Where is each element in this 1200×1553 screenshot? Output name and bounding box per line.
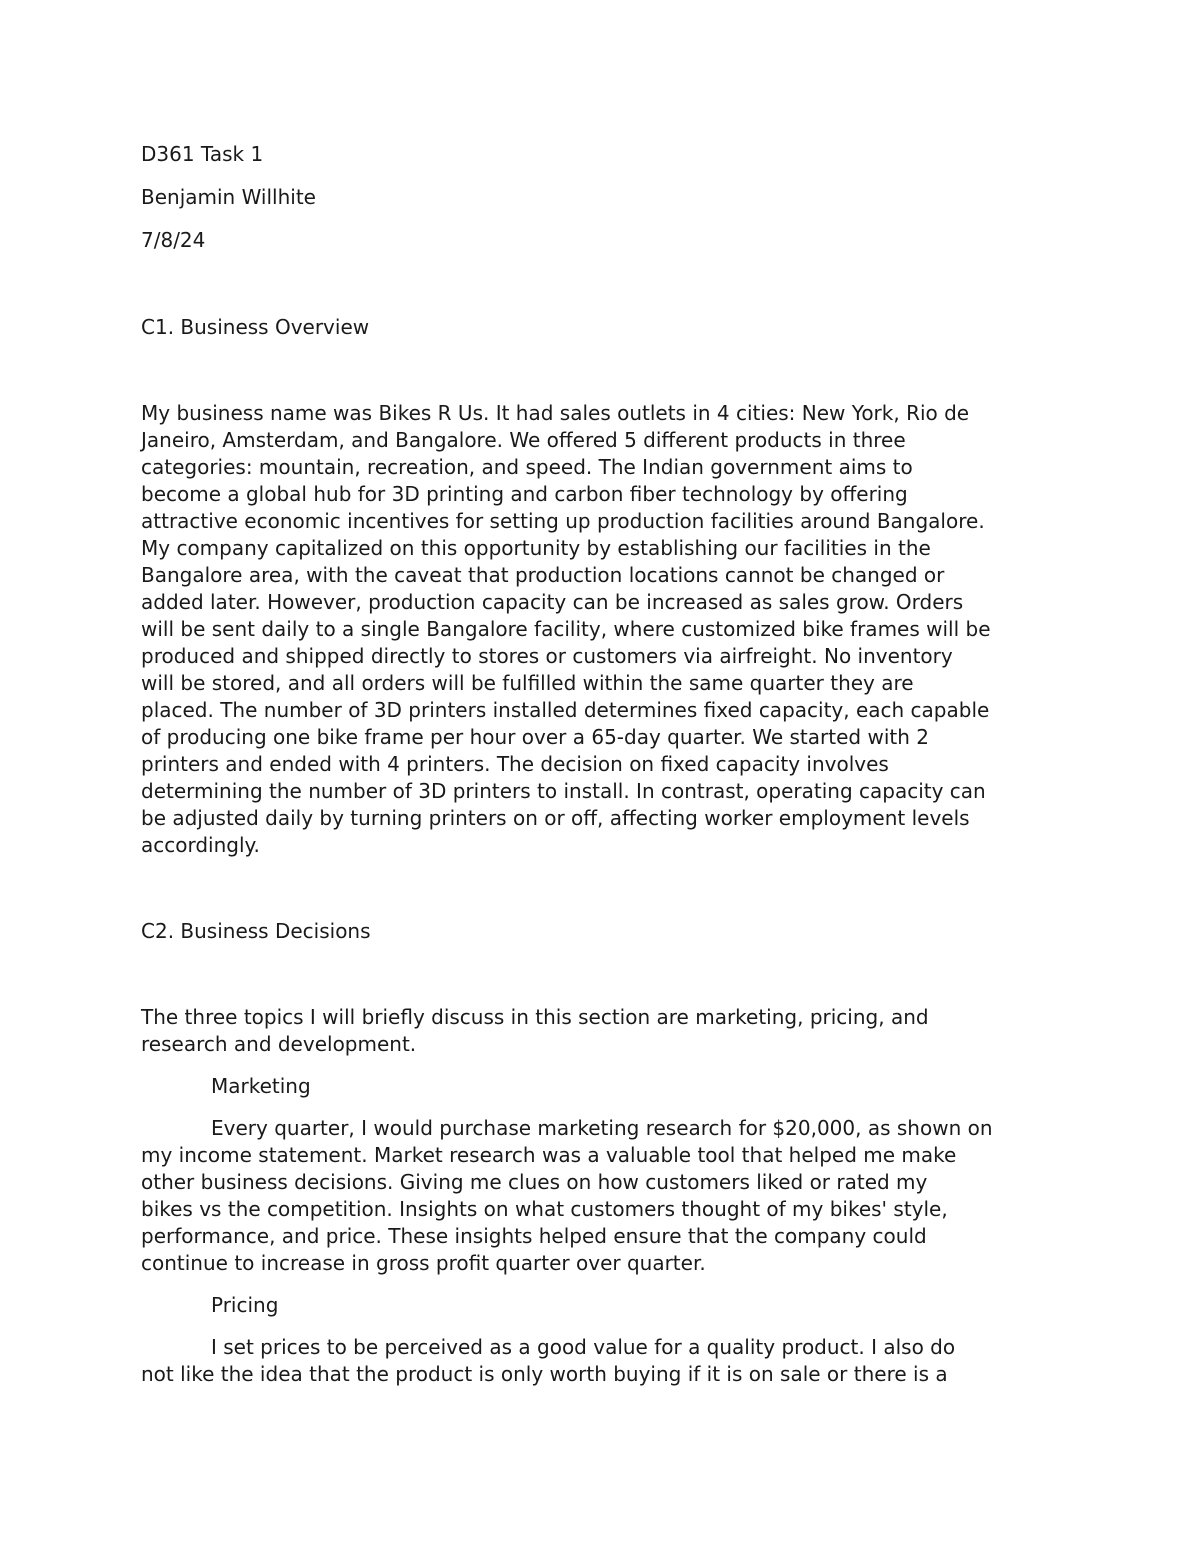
paragraph-line: other business decisions. Giving me clues on how customers liked or rated my	[141, 1170, 928, 1194]
paragraph-line: accordingly.	[141, 833, 260, 857]
paragraph-line: performance, and price. These insights helped ensure that the company could	[141, 1224, 927, 1248]
paragraph-line: will be sent daily to a single Bangalore facility, where customized bike frames will be	[141, 617, 991, 641]
paragraph-line: produced and shipped directly to stores or customers via airfreight. No inventory	[141, 644, 953, 668]
document-date: 7/8/24	[141, 228, 206, 252]
paragraph-line: become a global hub for 3D printing and carbon fiber technology by offering	[141, 482, 908, 506]
section-c1-heading: C1. Business Overview	[141, 315, 370, 339]
paragraph-line: placed. The number of 3D printers installed determines fixed capacity, each capable	[141, 698, 990, 722]
author-name: Benjamin Willhite	[141, 185, 316, 209]
paragraph-line: Bangalore area, with the caveat that production locations cannot be changed or	[141, 563, 945, 587]
c1-paragraph	[141, 400, 1061, 859]
marketing-heading: Marketing	[211, 1074, 311, 1098]
paragraph-line: will be stored, and all orders will be fulfilled within the same quarter they are	[141, 671, 914, 695]
paragraph-line: printers and ended with 4 printers. The decision on fixed capacity involves	[141, 752, 889, 776]
paragraph-line: of producing one bike frame per hour over a 65-day quarter. We started with 2	[141, 725, 929, 749]
paragraph-line: Every quarter, I would purchase marketing research for $20,000, as shown on	[211, 1116, 993, 1140]
pricing-heading: Pricing	[211, 1293, 279, 1317]
paragraph-line: bikes vs the competition. Insights on what customers thought of my bikes' style,	[141, 1197, 948, 1221]
pricing-paragraph	[141, 1334, 1061, 1388]
paragraph-line: added later. However, production capacity can be increased as sales grow. Orders	[141, 590, 964, 614]
paragraph-line: be adjusted daily by turning printers on or off, affecting worker employment levels	[141, 806, 970, 830]
paragraph-line: My business name was Bikes R Us. It had sales outlets in 4 cities: New York, Rio de	[141, 401, 970, 425]
paragraph-line: not like the idea that the product is only worth buying if it is on sale or there is a	[141, 1362, 948, 1386]
c2-intro-paragraph	[141, 1004, 1061, 1058]
document-body	[141, 141, 1061, 1388]
paragraph-line: research and development.	[141, 1032, 417, 1056]
marketing-paragraph	[141, 1115, 1061, 1277]
paragraph-line: determining the number of 3D printers to install. In contrast, operating capacity can	[141, 779, 986, 803]
paragraph-line: my income statement. Market research was a valuable tool that helped me make	[141, 1143, 957, 1167]
paragraph-line: continue to increase in gross profit quarter over quarter.	[141, 1251, 706, 1275]
paragraph-line: I set prices to be perceived as a good value for a quality product. I also do	[211, 1335, 956, 1359]
paragraph-line: Janeiro, Amsterdam, and Bangalore. We offered 5 different products in three	[141, 428, 906, 452]
course-title: D361 Task 1	[141, 142, 264, 166]
paragraph-line: The three topics I will briefly discuss in this section are marketing, pricing, and	[141, 1005, 929, 1029]
paragraph-line: My company capitalized on this opportunity by establishing our facilities in the	[141, 536, 931, 560]
section-c2-heading: C2. Business Decisions	[141, 919, 371, 943]
paragraph-line: categories: mountain, recreation, and speed. The Indian government aims to	[141, 455, 913, 479]
paragraph-line: attractive economic incentives for setting up production facilities around Bangalore.	[141, 509, 985, 533]
